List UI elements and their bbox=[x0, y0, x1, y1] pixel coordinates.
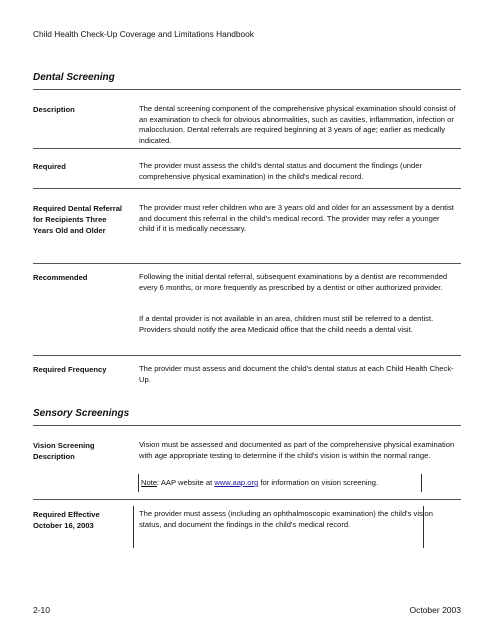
change-bar bbox=[138, 474, 139, 492]
text-effective: The provider must assess (including an ophthalmoscopic examination) the child's vision status, and document the findings in the child's medical record. bbox=[139, 509, 433, 529]
footer-date: October 2003 bbox=[409, 605, 461, 615]
label-effective: Required Effective October 16, 2003 bbox=[33, 510, 100, 530]
label-recommended: Recommended bbox=[33, 273, 88, 282]
vision-note bbox=[141, 478, 421, 489]
label-frequency: Required Frequency bbox=[33, 365, 107, 374]
section-title-sensory: Sensory Screenings bbox=[33, 408, 130, 419]
label-description: Description bbox=[33, 105, 75, 114]
text-recommended-1: Following the initial dental referral, subsequent examinations by a dentist are recommended every 6 months, or more frequently as prescribed by a dentist or other authorized provider. bbox=[139, 272, 448, 292]
row-rule bbox=[33, 263, 461, 264]
text-vision: Vision must be assessed and documented as part of the comprehensive physical examination with age appropriate testing to determine if the child's vision is within the normal range. bbox=[139, 440, 455, 460]
text-required: The provider must assess the child's dental status and document the findings (under comprehensive physical examination) in the child's medical record. bbox=[139, 161, 422, 181]
aap-website-link[interactable]: www.aap.org bbox=[214, 478, 259, 487]
note-text-post: for information on vision screening. bbox=[258, 478, 379, 487]
note-text-pre: : AAP website at bbox=[157, 478, 215, 487]
note-label: Note bbox=[141, 478, 158, 487]
section-title-dental: Dental Screening bbox=[33, 72, 115, 83]
running-header: Child Health Check-Up Coverage and Limitations Handbook bbox=[33, 29, 254, 39]
label-referral: Required Dental Referral for Recipients Three Years Old and Older bbox=[33, 204, 123, 235]
row-rule bbox=[33, 499, 461, 500]
section-rule bbox=[33, 89, 461, 90]
page-number: 2-10 bbox=[33, 605, 51, 615]
text-description: The dental screening component of the comprehensive physical examination should consist of an examination to check for obvious abnormalities, such as cavities, inflammation, infection or malocclusion. Dental referrals are required beginning at 3 years of age; earlier as medically indicated. bbox=[139, 104, 456, 145]
row-rule bbox=[33, 148, 461, 149]
label-required: Required bbox=[33, 162, 66, 171]
text-referral: The provider must refer children who are 3 years old and older for an assessment by a dentist and document this referral in the child's medical record. The provider may refer a younger child if it is medically necessary. bbox=[139, 203, 454, 233]
change-bar bbox=[421, 474, 422, 492]
row-rule bbox=[33, 355, 461, 356]
label-vision: Vision Screening Description bbox=[33, 441, 95, 461]
section-rule bbox=[33, 425, 461, 426]
text-recommended-2: If a dental provider is not available in an area, children must still be referred to a dentist. Providers should notify the area Medicaid office that the child needs a dental visit. bbox=[139, 314, 434, 334]
change-bar bbox=[133, 506, 134, 548]
text-frequency: The provider must assess and document the child's dental status at each Child Health Check-Up. bbox=[139, 364, 454, 384]
row-rule bbox=[33, 188, 461, 189]
